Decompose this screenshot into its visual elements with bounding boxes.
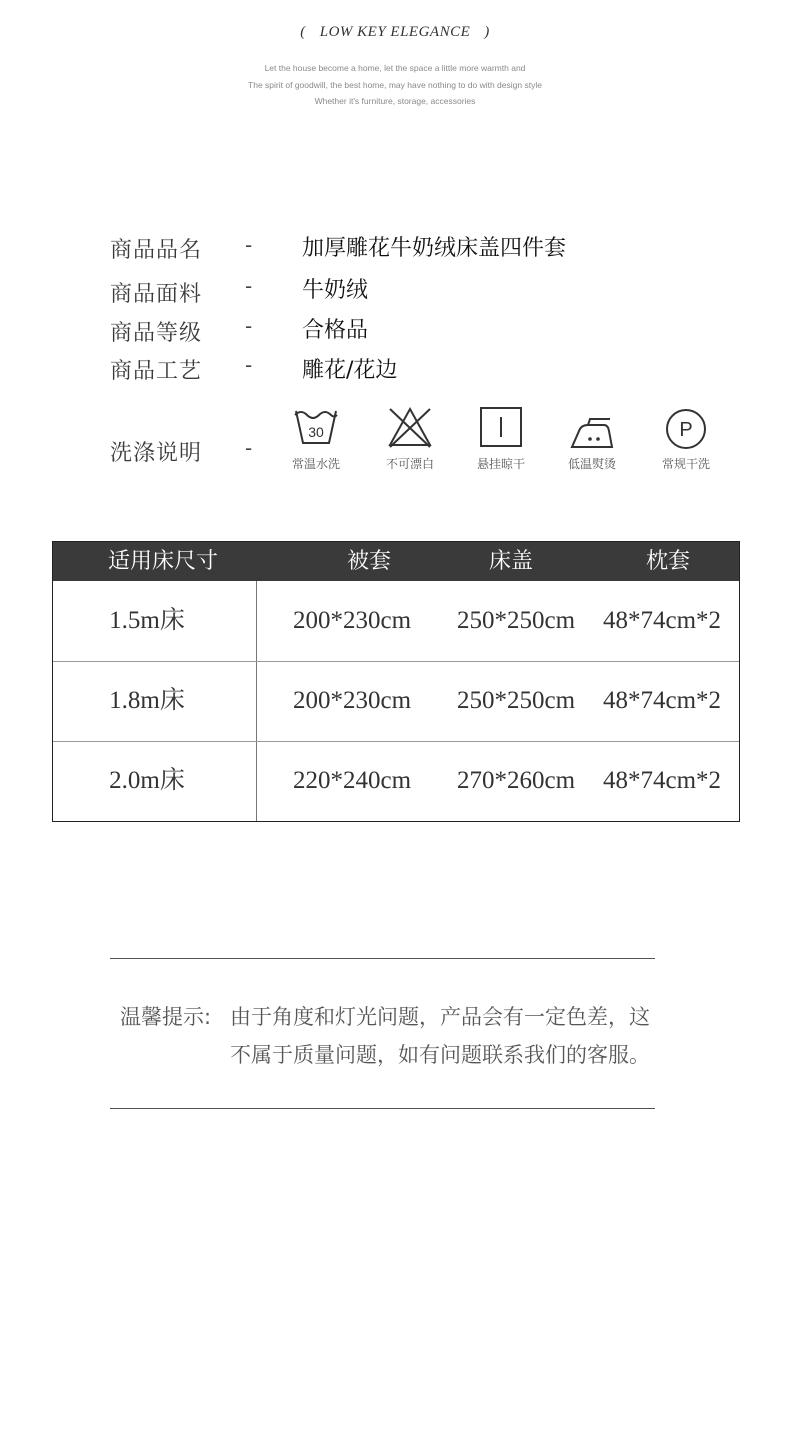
header-bed-size: 适用床尺寸 [107,549,218,574]
info-dash: - [245,314,253,338]
care-item-dryclean [646,405,726,472]
info-label-fabric: 商品面料 [110,282,203,307]
header-pillowcase: 枕套 [645,549,690,574]
brand-name: LOW KEY ELEGANCE [319,24,471,40]
size-table [52,541,740,822]
info-dash: - [245,233,253,257]
info-value-fabric: 牛奶绒 [302,278,369,303]
brand-open-paren: ( [300,24,306,40]
info-label-craft: 商品工艺 [110,359,203,384]
tagline-3: Whether it's furniture, storage, accessories [314,96,476,106]
divider-top [110,958,655,959]
wash-temp-symbol: 30 [308,424,324,440]
low-iron-icon [568,405,616,449]
note-label: 温馨提示: [120,1005,212,1029]
care-label: 洗涤说明 [110,441,203,466]
care-caption-bleach: 不可漂白 [385,457,434,471]
cell-pillowcase: 48*74cm*2 [602,687,722,714]
cell-duvet: 200*230cm [292,687,412,714]
brand-title [0,24,790,41]
info-label-name: 商品品名 [110,238,203,263]
care-caption-iron: 低温熨烫 [567,457,616,471]
info-dash: - [245,274,253,298]
note-line-1: 由于角度和灯光问题，产品会有一定色差，这 [230,1005,650,1029]
care-caption-dry: 悬挂晾干 [476,457,525,471]
brand-close-paren: ) [484,24,490,40]
cell-duvet: 220*240cm [292,767,412,794]
care-item-dry [461,405,541,472]
cell-bed-size: 2.0m床 [109,767,185,794]
wash-30-icon [292,405,340,449]
care-caption-wash: 常温水洗 [291,457,340,471]
care-caption-dryclean: 常规干洗 [661,457,710,471]
info-value-grade: 合格品 [302,318,369,343]
info-dash: - [245,353,253,377]
dry-clean-p-icon [662,405,710,449]
tagline-1: Let the house become a home, let the space a little more warmth and [264,63,526,73]
header-duvet: 被套 [346,549,391,574]
table-row [53,741,739,821]
note-line-2: 不属于质量问题，如有问题联系我们的客服。 [230,1043,650,1067]
info-value-name: 加厚雕花牛奶绒床盖四件套 [302,236,567,261]
care-item-wash [276,405,356,472]
cell-duvet: 200*230cm [292,607,412,634]
care-dash: - [245,436,253,460]
table-row [53,661,739,741]
dry-clean-symbol: P [679,419,693,441]
no-bleach-icon [386,405,434,449]
cell-bedspread: 250*250cm [456,607,576,634]
divider-bottom [110,1108,655,1109]
info-label-grade: 商品等级 [110,321,203,346]
hang-dry-icon [477,405,525,449]
tagline-2: The spirit of goodwill, the best home, may have nothing to do with design style [248,80,542,90]
care-item-bleach [370,405,450,472]
cell-pillowcase: 48*74cm*2 [602,607,722,634]
cell-bed-size: 1.5m床 [109,607,185,634]
cell-bedspread: 250*250cm [456,687,576,714]
info-value-craft: 雕花/花边 [302,358,398,383]
cell-bedspread: 270*260cm [456,767,576,794]
care-item-iron [552,405,632,472]
cell-pillowcase: 48*74cm*2 [602,767,722,794]
cell-bed-size: 1.8m床 [109,687,185,714]
table-row [53,581,739,661]
table-header [53,542,739,581]
header-bedspread: 床盖 [488,549,533,574]
